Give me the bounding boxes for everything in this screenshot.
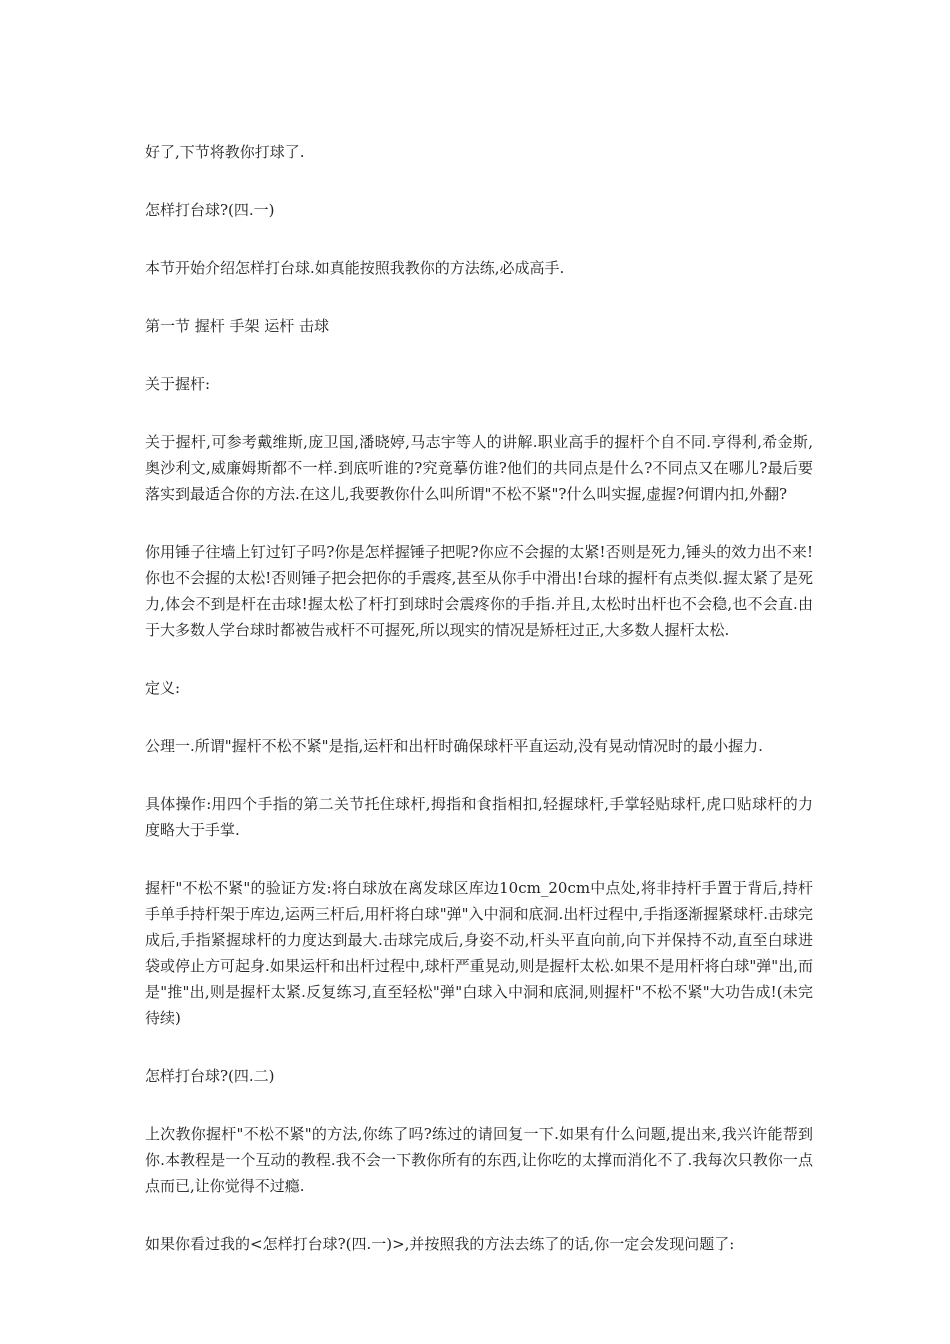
- paragraph-section-intro: 本节开始介绍怎样打台球.如真能按照我教你的方法练,必成高手.: [145, 259, 565, 277]
- paragraph-problem: 如果你看过我的<怎样打台球?(四.一)>,并按照我的方法去练了的话,你一定会发现问题了:: [145, 1235, 735, 1253]
- paragraph-hammer-analogy: 你用锤子往墙上钉过钉子吗?你是怎样握锤子把呢?你应不会握的太紧!否则是死力,锤头的效力出不来!你也不会握的太松!否则锤子把会把你的手震疼,甚至从你手中滑出!台球的握杆有点类似.握太紧了是死力,体会不到是杆在击球!握太松了杆打到球时会震疼你的手指.并且,太松时出杆也不会稳,也不会直.由于大多数人学台球时都被告戒杆不可握死,所以现实的情况是矫枉过正,大多数人握杆太松.: [145, 543, 813, 639]
- paragraph-intro: 好了,下节将教你打球了.: [145, 143, 305, 161]
- section-heading-4-2: 怎样打台球?(四.二): [145, 1067, 275, 1085]
- paragraph-followup: 上次教你握杆"不松不紧"的方法,你练了吗?练过的请回复一下.如果有什么问题,提出来,我兴许能帮到你.本教程是一个互动的教程.我不会一下教你所有的东西,让你吃的太撑而消化不了.我每次只教你一点点而已,让你觉得不过瘾.: [145, 1125, 813, 1195]
- document-body: [145, 139, 813, 1289]
- paragraph-verification: 握杆"不松不紧"的验证方发:将白球放在离发球区库边10cm_20cm中点处,将非持杆手置于背后,持杆手单手持杆架于库边,运两三杆后,用杆将白球"弹"入中洞和底洞.出杆过程中,手指逐渐握紧球杆.击球完成后,手指紧握球杆的力度达到最大.击球完成后,身姿不动,杆头平直向前,向下并保持不动,直至白球进袋或停止方可起身.如果运杆和出杆过程中,球杆严重晃动,则是握杆太松.如果不是用杆将白球"弹"出,而是"推"出,则是握杆太紧.反复练习,直至轻松"弹"白球入中洞和底洞,则握杆"不松不紧"大功告成!(未完待续): [145, 879, 813, 1027]
- section-heading-4-1: 怎样打台球?(四.一): [145, 201, 275, 219]
- paragraph-operation: 具体操作:用四个手指的第二关节托住球杆,拇指和食指相扣,轻握球杆,手掌轻贴球杆,虎口贴球杆的力度略大于手掌.: [145, 795, 813, 839]
- subheading-grip: 关于握杆:: [145, 375, 211, 393]
- paragraph-axiom-one: 公理一.所谓"握杆不松不紧"是指,运杆和出杆时确保球杆平直运动,没有晃动情况时的最小握力.: [145, 737, 763, 755]
- paragraph-grip-reference: 关于握杆,可参考戴维斯,庞卫国,潘晓婷,马志宇等人的讲解.职业高手的握杆个自不同.亨得利,希金斯,奥沙利文,威廉姆斯都不一样.到底听谁的?究竟摹仿谁?他们的共同点是什么?不同点又在哪儿?最后要落实到最适合你的方法.在这儿,我要教你什么叫所谓"不松不紧"?什么叫实握,虚握?何谓内扣,外翻?: [145, 433, 813, 503]
- subheading-definition: 定义:: [145, 679, 181, 697]
- lesson-heading-1: 第一节 握杆 手架 运杆 击球: [145, 317, 330, 335]
